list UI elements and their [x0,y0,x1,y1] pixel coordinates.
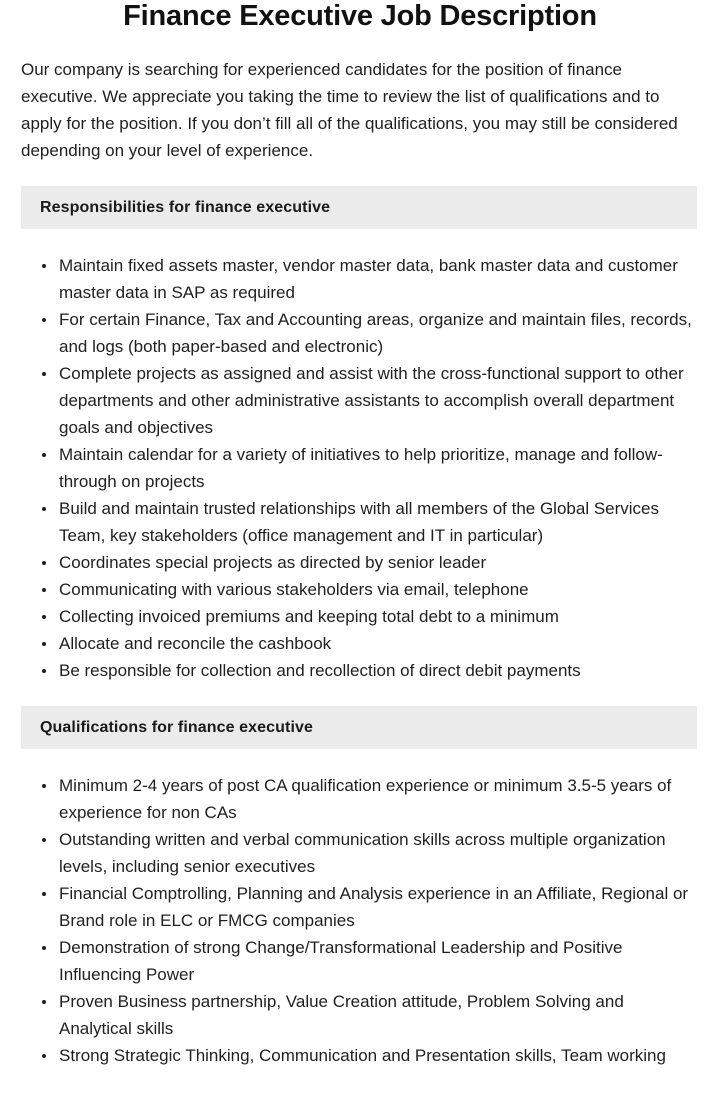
list-item: Financial Comptrolling, Planning and Analysis experience in an Affiliate, Regional or Brand role in ELC or FMCG companies [0,880,695,934]
list-item: Allocate and reconcile the cashbook [0,630,695,657]
section-header-band-qualifications [21,706,697,749]
section-heading-responsibilities: Responsibilities for finance executive [40,198,331,216]
list-item: Strong Strategic Thinking, Communication and Presentation skills, Team working [0,1042,695,1069]
page-title: Finance Executive Job Description [123,0,597,32]
list-item: Minimum 2-4 years of post CA qualification experience or minimum 3.5-5 years of experience for non CAs [0,772,695,826]
list-item: Maintain calendar for a variety of initiatives to help prioritize, manage and follow-through on projects [0,441,695,495]
responsibilities-list [0,229,720,684]
section-qualifications [0,706,720,1099]
section-header-band-responsibilities [21,186,697,229]
list-item: Build and maintain trusted relationships with all members of the Global Services Team, key stakeholders (office management and IT in particular) [0,495,695,549]
qualifications-list [0,749,720,1099]
section-responsibilities [0,186,720,684]
list-item: Complete projects as assigned and assist with the cross-functional support to other departments and other administrative assistants to accomplish overall department goals and objectives [0,360,695,441]
intro-paragraph: Our company is searching for experienced candidates for the position of finance executive. We appreciate you taking the time to review the list of qualifications and to apply for the position. If you don’t fill all of the qualifications, you may still be considered depending on your level of experience. [21,60,678,160]
section-heading-qualifications: Qualifications for finance executive [40,718,314,736]
list-item: Outstanding written and verbal communication skills across multiple organization levels, including senior executives [0,826,695,880]
list-item: Coordinates special projects as directed by senior leader [0,549,695,576]
list-item: Proven Business partnership, Value Creation attitude, Problem Solving and Analytical skills [0,988,695,1042]
list-item: Collecting invoiced premiums and keeping total debt to a minimum [0,603,695,630]
list-item: Demonstration of strong Change/Transformational Leadership and Positive Influencing Power [0,934,695,988]
list-item: Be responsible for collection and recollection of direct debit payments [0,657,695,684]
list-item: Communicating with various stakeholders via email, telephone [0,576,695,603]
list-item: For certain Finance, Tax and Accounting areas, organize and maintain files, records, and logs (both paper-based and electronic) [0,306,695,360]
list-item: Maintain fixed assets master, vendor master data, bank master data and customer master data in SAP as required [0,252,695,306]
